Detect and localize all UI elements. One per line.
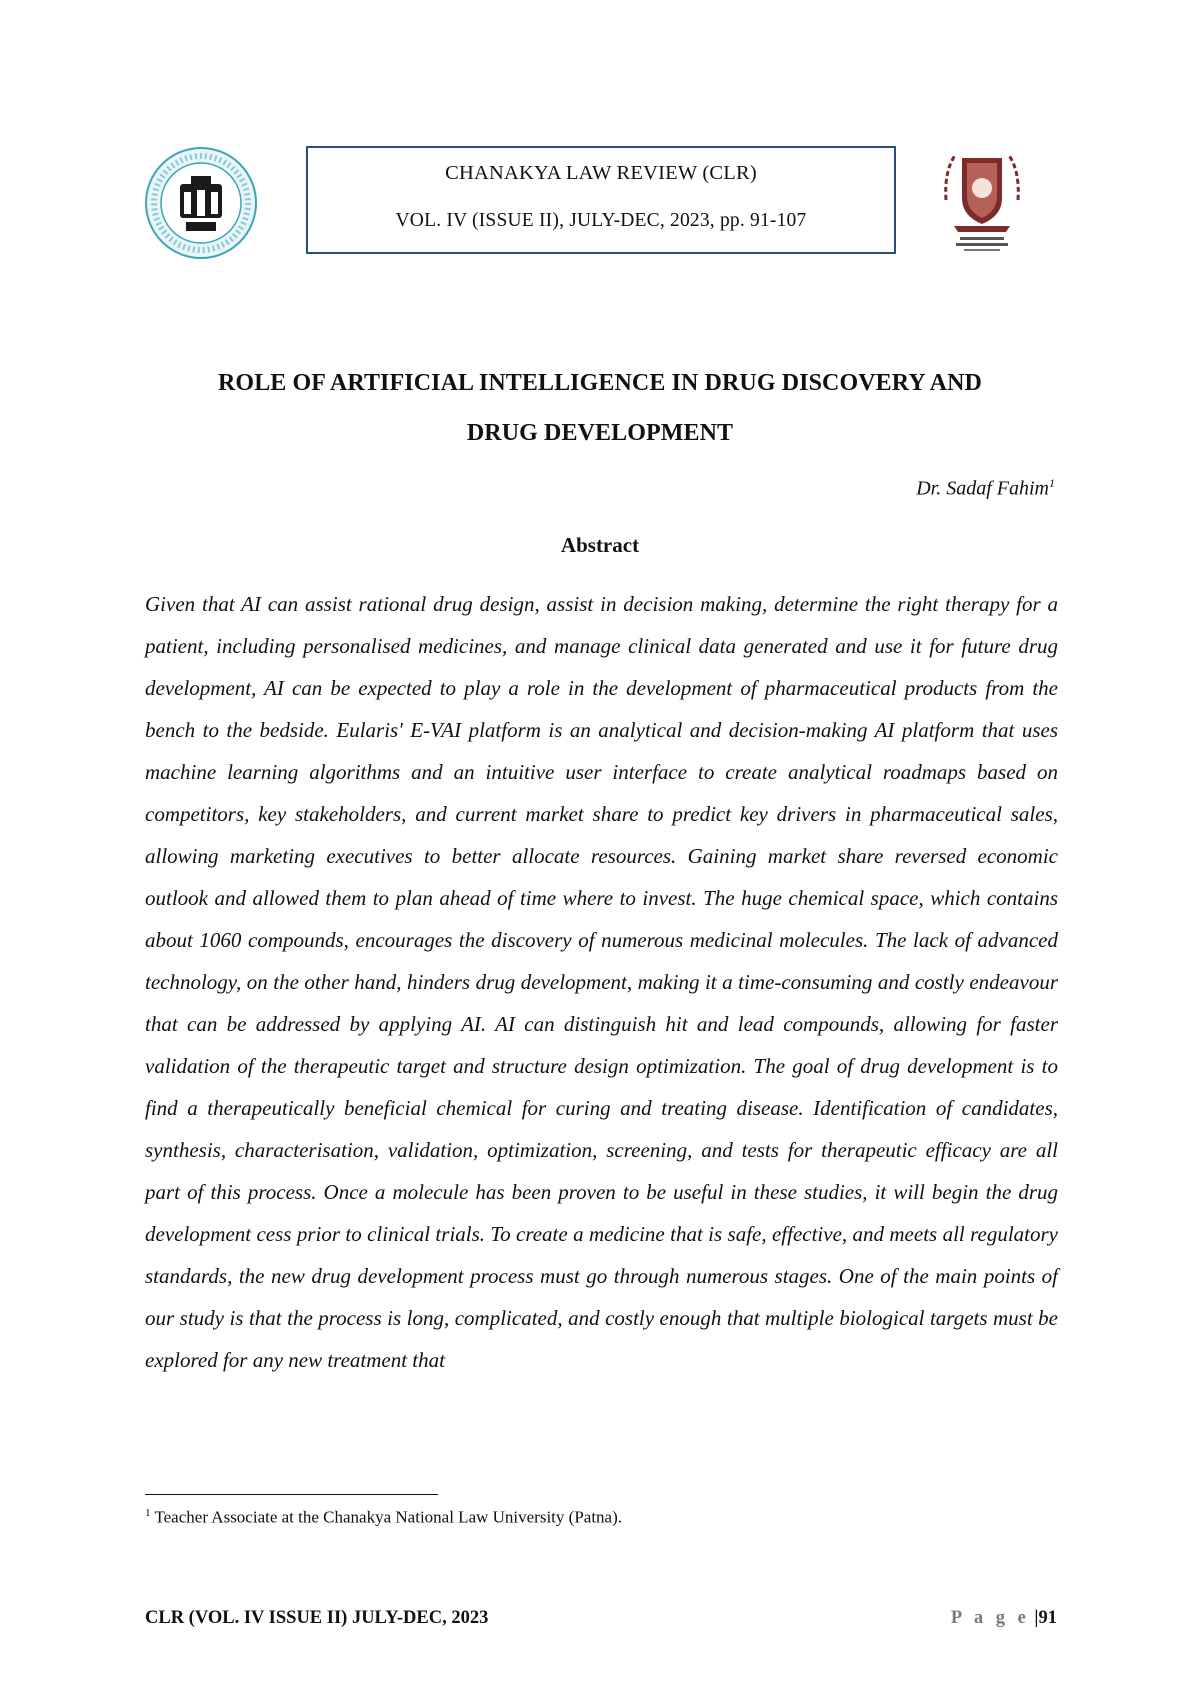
journal-header-box (306, 146, 896, 254)
page-number-block (951, 1608, 1057, 1629)
journal-volume-line: VOL. IV (ISSUE II), JULY-DEC, 2023, pp. 91-107 (395, 210, 807, 231)
abstract-heading: Abstract (560, 533, 640, 557)
abstract-body: Given that AI can assist rational drug design, assist in decision making, determine the right therapy for a patient, including personalised medicines, and manage clinical data generated and use it for future drug development, AI can be expected to play a role in the development of pharmaceutical products from the bench to the bedside. Eularis' E-VAI platform is an analytical and decision-making AI platform that uses machine learning algorithms and an intuitive user interface to create analytical roadmaps based on competitors, key stakeholders, and current market share to predict key drivers in pharmaceutical sales, allowing marketing executives to better allocate resources. Gaining market share reversed economic outlook and allowed them to plan ahead of time where to invest. The huge chemical space, which contains about 1060 compounds, encourages the discovery of numerous medicinal molecules. The lack of advanced technology, on the other hand, hinders drug development, making it a time-consuming and costly endeavour that can be addressed by applying AI. AI can distinguish hit and lead compounds, allowing for faster validation of the therapeutic target and structure design optimization. The goal of drug development is to find a therapeutically beneficial chemical for curing and treating disease. Identification of candidates, synthesis, characterisation, validation, optimization, screening, and tests for therapeutic efficacy are all part of this process. Once a molecule has been proven to be useful in these studies, it will begin the drug development cess prior to clinical trials. To create a medicine that is safe, effective, and meets all regulatory standards, the new drug development process must go through numerous stages. One of the main points of our study is that the process is long, complicated, and costly enough that multiple biological targets must be explored for any new treatment that (145, 592, 1058, 1372)
paper-title-line-2: DRUG DEVELOPMENT (466, 420, 734, 446)
paper-title (120, 358, 1080, 458)
university-seal-icon (144, 146, 258, 260)
page-label: P a g e (950, 1608, 1030, 1628)
footnote-divider (145, 1494, 438, 1495)
page-number: 91 (1038, 1608, 1057, 1628)
footer-citation: CLR (VOL. IV ISSUE II) JULY-DEC, 2023 (145, 1608, 489, 1628)
page-separator: | (1029, 1608, 1039, 1628)
author-text: Dr. Sadaf Fahim (916, 477, 1049, 500)
footnote-mark: 1 (145, 1507, 151, 1519)
research-centre-emblem-icon (934, 140, 1030, 258)
footnote (145, 1507, 622, 1528)
footnote-text: Teacher Associate at the Chanakya National Law University (Patna). (150, 1507, 623, 1527)
journal-title: CHANAKYA LAW REVIEW (CLR) (445, 162, 757, 184)
paper-title-line-1: ROLE OF ARTIFICIAL INTELLIGENCE IN DRUG DISCOVERY AND (218, 370, 982, 396)
author-name (916, 476, 1055, 501)
author-footnote-mark: 1 (1049, 476, 1055, 490)
